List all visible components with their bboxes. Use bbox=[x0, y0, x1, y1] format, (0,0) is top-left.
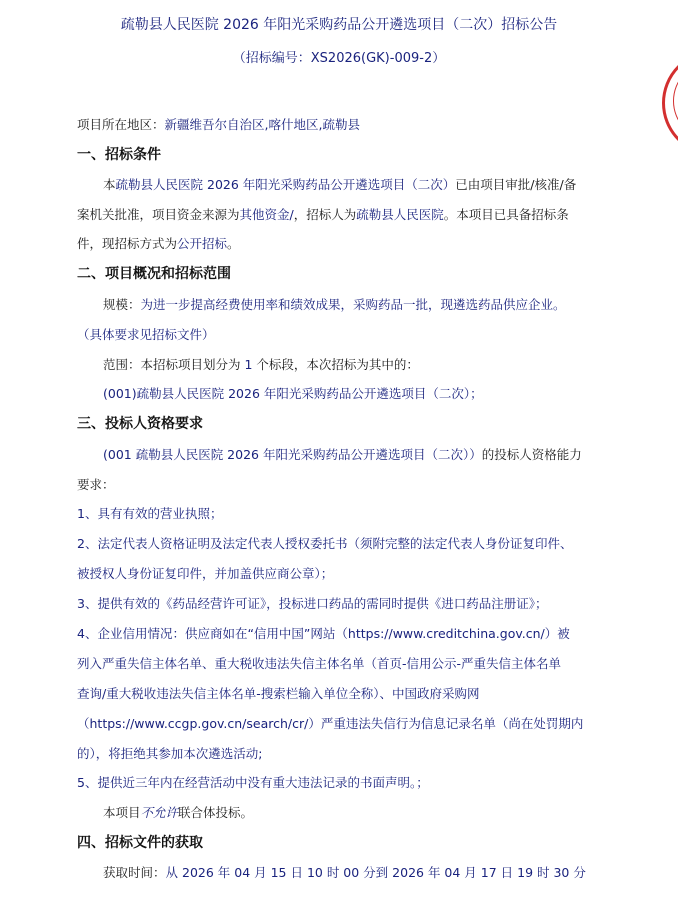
lot-count: 1 bbox=[244, 357, 253, 372]
section-1-line-3 bbox=[77, 235, 240, 253]
seal-inner-ring bbox=[673, 61, 678, 141]
qual-item-4-line-1: 4、企业信用情况：供应商如在“信用中国”网站（https://www.creditchina.gov.cn/）被 bbox=[77, 626, 570, 641]
qual-item-5: 5、提供近三年内在经营活动中没有重大违法记录的书面声明。； bbox=[77, 775, 429, 790]
s1-l2-e: 。本项目已具备招标条 bbox=[443, 207, 569, 222]
s1-tenderer: 疏勒县人民医院 bbox=[356, 207, 444, 222]
lot-item: (001)疏勒县人民医院 2026 年阳光采购药品公开遴选项目（二次）； bbox=[103, 386, 483, 401]
qual-item-4-line-2: 列入严重失信主体名单、重大税收违法失信主体名单（首页-信用公示-严重失信主体名单 bbox=[77, 656, 562, 671]
qual-item-4-line-5: 的），将拒绝其参加本次遴选活动; bbox=[77, 746, 263, 761]
obtain-time-label: 获取时间： bbox=[103, 865, 166, 880]
section-1-heading: 一、招标条件 bbox=[77, 147, 161, 163]
s1-l1-c: 已由项目审批/核准/备 bbox=[455, 177, 577, 192]
tender-code: （招标编号：XS2026(GK)-009-2） bbox=[232, 51, 446, 66]
scope-a: 范围：本招标项目划分为 bbox=[103, 357, 245, 372]
qual-item-1: 1、具有有效的营业执照； bbox=[77, 506, 223, 521]
s1-l3-c: 。 bbox=[227, 236, 240, 251]
joint-bid-line bbox=[103, 804, 253, 822]
section-1-line-2 bbox=[77, 206, 569, 224]
qual-item-4-line-3: 查询/重大税收违法失信主体名单-搜索栏输入单位全称）、中国政府采购网 bbox=[77, 686, 480, 701]
joint-a: 本项目 bbox=[103, 805, 141, 820]
page-title: 疏勒县人民医院 2026 年阳光采购药品公开遴选项目（二次）招标公告 bbox=[120, 17, 558, 33]
section-3-heading: 三、投标人资格要求 bbox=[77, 416, 203, 432]
qual-intro-project: (001 疏勒县人民医院 2026 年阳光采购药品公开遴选项目（二次）） bbox=[103, 447, 482, 462]
qual-intro-line bbox=[103, 446, 582, 464]
joint-allowed: 不允许 bbox=[140, 805, 179, 820]
s1-project-name: 疏勒县人民医院 2026 年阳光采购药品公开遴选项目（二次） bbox=[115, 177, 456, 192]
scale-label: 规模： bbox=[103, 297, 141, 312]
joint-c: 联合体投标。 bbox=[178, 805, 254, 820]
qual-item-3: 3、提供有效的《药品经营许可证》，投标进口药品的需同时提供《进口药品注册证》； bbox=[77, 596, 548, 611]
section-1-line-1 bbox=[103, 176, 576, 194]
qual-intro-end: 要求： bbox=[77, 477, 115, 492]
scale-value: 为进一步提高经费使用率和绩效成果，采购药品一批，现遴选药品供应企业。 bbox=[140, 297, 566, 312]
obtain-time-line bbox=[103, 864, 586, 882]
section-2-heading: 二、项目概况和招标范围 bbox=[77, 266, 231, 282]
qual-item-2-line-1: 2、法定代表人资格证明及法定代表人授权委托书（须附完整的法定代表人身份证复印件、 bbox=[77, 536, 573, 551]
scope-c: 个标段，本次招标为其中的： bbox=[252, 357, 419, 372]
s1-l3-a: 件，现招标方式为 bbox=[77, 236, 178, 251]
qual-item-2-line-2: 被授权人身份证复印件，并加盖供应商公章）； bbox=[77, 566, 334, 581]
s1-l2-a: 案机关批准，项目资金来源为 bbox=[77, 207, 240, 222]
location-line bbox=[77, 116, 360, 134]
s1-tender-method: 公开招标 bbox=[177, 236, 228, 251]
location-label: 项目所在地区： bbox=[77, 117, 165, 132]
s1-l1-a: 本 bbox=[103, 177, 116, 192]
scope-line bbox=[103, 356, 419, 374]
obtain-time-value: 从 2026 年 04 月 15 日 10 时 00 分到 2026 年 04 月 17 日 19 时 30 分 bbox=[165, 865, 586, 880]
section-4-heading: 四、招标文件的获取 bbox=[77, 835, 203, 851]
location-value: 新疆维吾尔自治区,喀什地区,疏勒县 bbox=[164, 117, 360, 132]
qual-item-4-line-4: （https://www.ccgp.gov.cn/search/cr/）严重违法失信行为信息记录名单（尚在处罚期内 bbox=[77, 716, 584, 731]
qual-intro-b: 的投标人资格能力 bbox=[481, 447, 582, 462]
s1-l2-c: ，招标人为 bbox=[293, 207, 357, 222]
scale-line bbox=[103, 296, 566, 314]
s1-fund-source: 其他资金/ bbox=[239, 207, 294, 222]
scale-note: （具体要求见招标文件） bbox=[77, 327, 215, 342]
